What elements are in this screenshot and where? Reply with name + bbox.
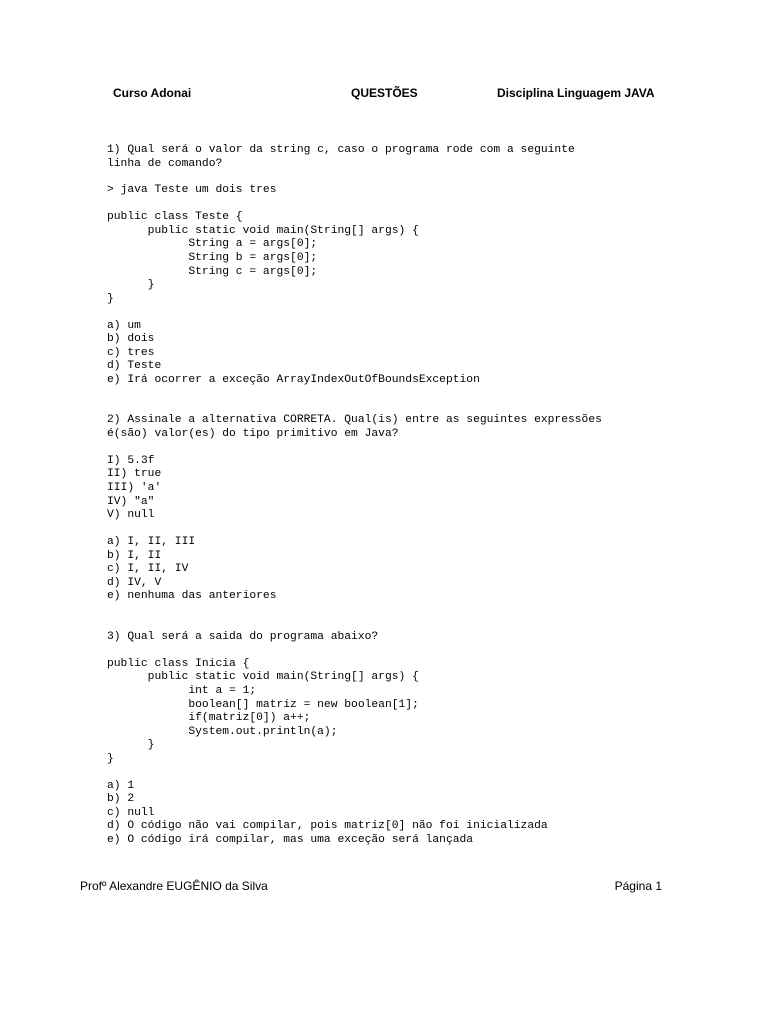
answer-option: c) I, II, IV [107, 563, 189, 576]
list-item: V) null [107, 509, 155, 522]
code-line: System.out.println(a); [107, 725, 338, 738]
code-line: public static void main(String[] args) { [107, 671, 419, 684]
command-line: > java Teste um dois tres [107, 184, 277, 197]
answer-option: c) null [107, 806, 155, 819]
question-1 [107, 144, 667, 387]
course-name: Curso Adonai [113, 86, 192, 100]
question-statement-line: linha de comando? [107, 157, 223, 170]
code-line: } [107, 739, 155, 752]
list-item: I) 5.3f [107, 454, 155, 467]
question-statement-line: 3) Qual será a saida do programa abaixo? [107, 630, 379, 643]
list-item: III) 'a' [107, 482, 162, 495]
question-2 [107, 414, 667, 604]
answer-option: b) I, II [107, 549, 162, 562]
code-line: public static void main(String[] args) { [107, 224, 419, 237]
answer-option: a) I, II, III [107, 536, 196, 548]
item-list [107, 455, 667, 523]
question-3 [107, 631, 667, 848]
answer-options [107, 536, 667, 604]
answer-option: e) nenhuma das anteriores [107, 590, 277, 603]
code-line: public class Inicia { [107, 657, 250, 670]
discipline-name: Disciplina Linguagem JAVA [497, 86, 655, 100]
questions-body [107, 144, 667, 848]
code-line: String a = args[0]; [107, 238, 318, 251]
answer-option: c) tres [107, 346, 155, 359]
answer-option: e) O código irá compilar, mas uma exceção será lançada [107, 834, 474, 847]
code-line: } [107, 279, 155, 292]
code-block [107, 211, 667, 306]
question-statement-line: é(são) valor(es) do tipo primitivo em Java? [107, 428, 399, 441]
question-statement-line: 2) Assinale a alternativa CORRETA. Qual(is) entre as seguintes expressões [107, 414, 602, 427]
answer-option: b) dois [107, 333, 155, 346]
code-line: String b = args[0]; [107, 251, 318, 264]
code-line: } [107, 752, 114, 765]
author-name: Profº Alexandre EUGÊNIO da Silva [80, 879, 268, 893]
answer-option: b) 2 [107, 793, 135, 806]
answer-option: d) IV, V [107, 576, 162, 589]
page-title: QUESTÕES [351, 86, 418, 100]
question-statement-line: 1) Qual será o valor da string c, caso o programa rode com a seguinte [107, 144, 575, 156]
code-line: int a = 1; [107, 684, 257, 697]
list-item: IV) "a" [107, 495, 155, 508]
page-number: Página 1 [614, 879, 662, 893]
code-line: } [107, 292, 114, 305]
code-line: if(matriz[0]) a++; [107, 712, 311, 725]
answer-option: a) um [107, 319, 141, 332]
code-line: String c = args[0]; [107, 265, 318, 278]
answer-option: d) O código não vai compilar, pois matriz[0] não foi inicializada [107, 820, 548, 833]
answer-options [107, 320, 667, 388]
code-line: public class Teste { [107, 211, 243, 224]
answer-option: d) Teste [107, 360, 162, 373]
answer-options [107, 780, 667, 848]
code-line: boolean[] matriz = new boolean[1]; [107, 698, 419, 711]
code-block [107, 658, 667, 767]
list-item: II) true [107, 468, 162, 481]
answer-option: e) Irá ocorrer a exceção ArrayIndexOutOfBoundsException [107, 373, 480, 386]
page-header [0, 86, 768, 104]
answer-option: a) 1 [107, 779, 135, 792]
page-footer [0, 879, 768, 895]
